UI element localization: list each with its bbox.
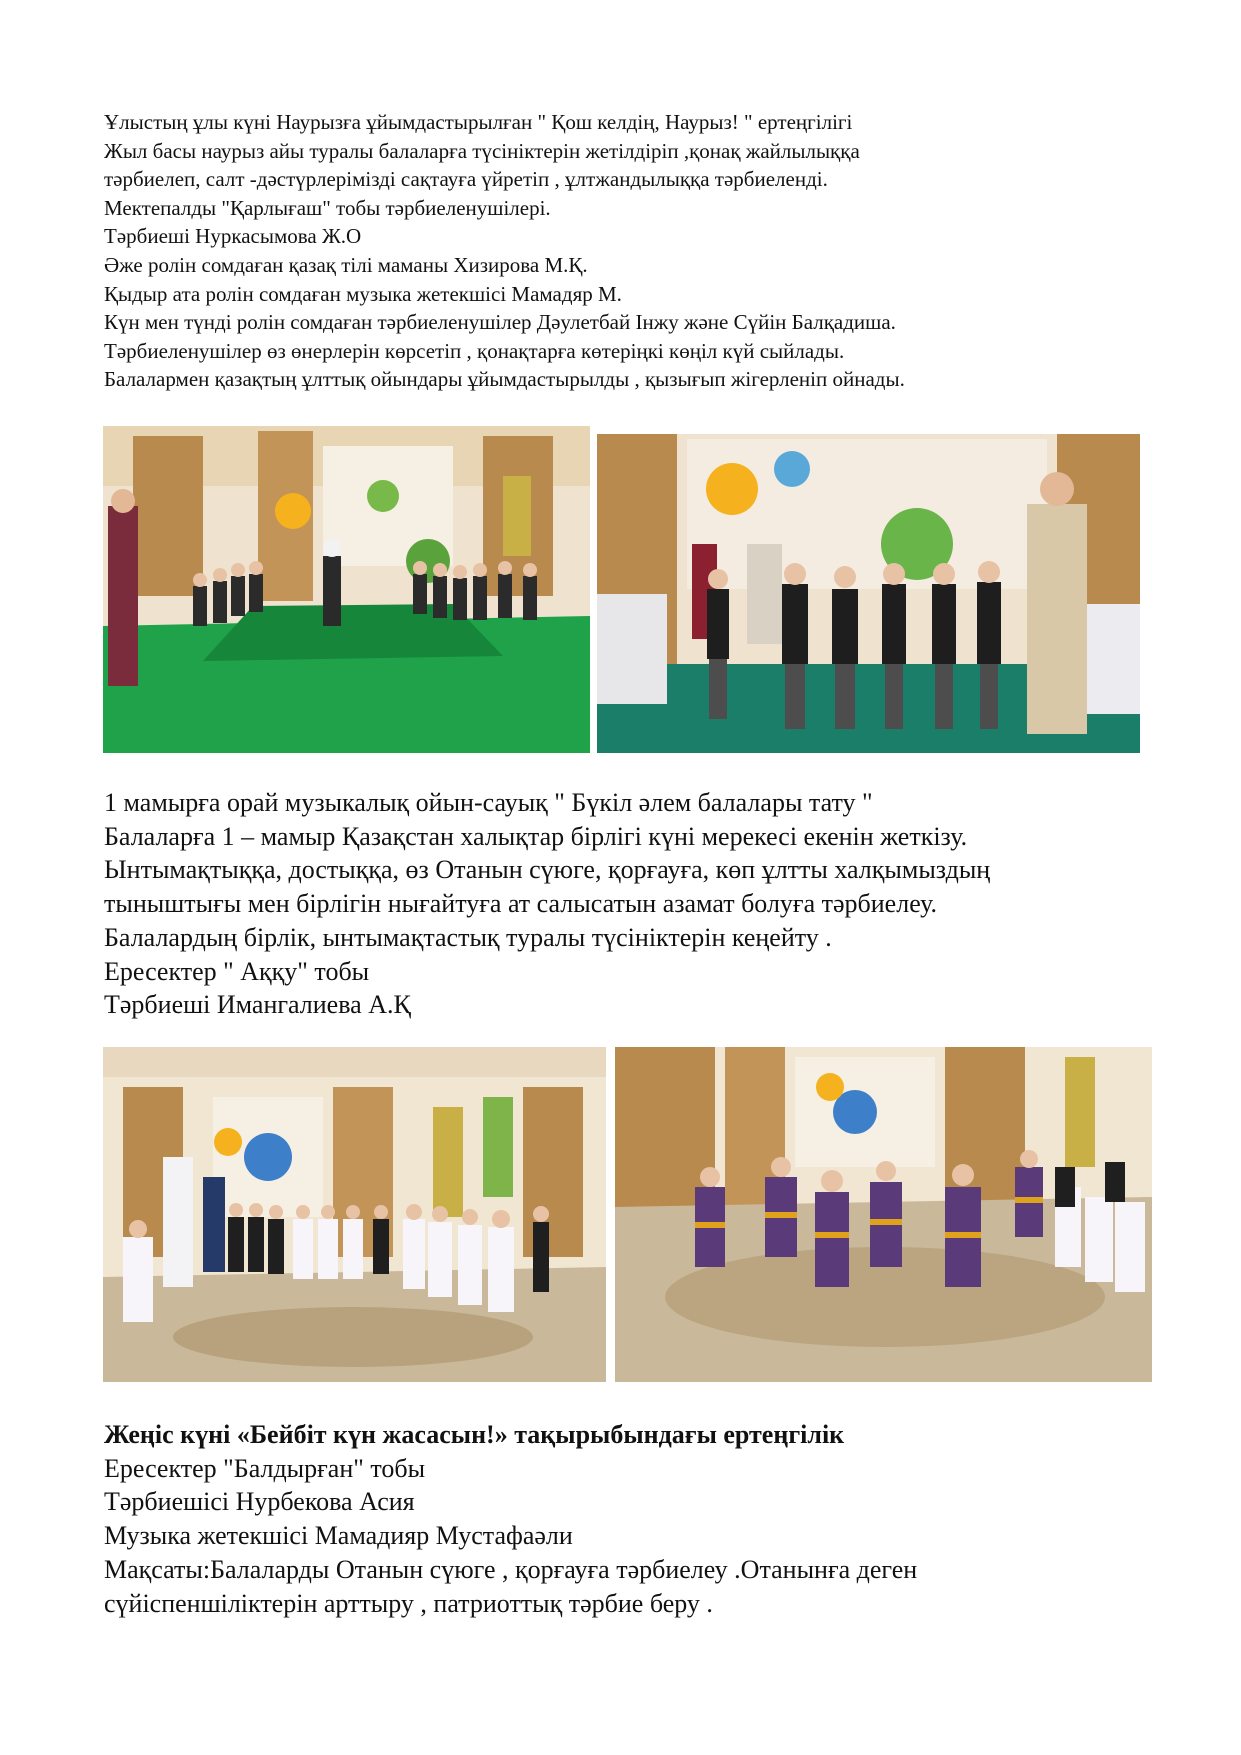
victory-day-text-block [104, 1418, 917, 1620]
text-line: Тәрбиешісі Нурбекова Асия [104, 1487, 415, 1517]
text-line: Тәрбиеші Имангалиева А.Қ [104, 990, 411, 1020]
text-line: Мектепалды "Қарлығаш" тобы тәрбиеленушілері. [104, 195, 551, 220]
section-heading: Жеңіс күні «Бейбіт күн жасасын!» тақырыбындағы ертеңгілік [104, 1420, 845, 1449]
text-line: сүйіспеншіліктерін арттыру , патриоттық тәрбие беру . [104, 1588, 713, 1618]
text-line: Қыдыр ата ролін сомдаған музыка жетекшісі Мамадяр М. [104, 281, 622, 306]
text-line: Әже ролін сомдаған қазақ тілі маманы Хизирова М.Қ. [104, 252, 588, 277]
text-line: тәрбиелеп, салт -дәстүрлерімізді сақтауға үйретіп , ұлтжандылыққа тәрбиеленді. [104, 167, 828, 192]
text-line: Балалармен қазақтың ұлттық ойындары ұйымдастырылды , қызығып жігерленіп ойнады. [104, 367, 905, 392]
text-line: Ұлыстың ұлы күні Наурызға ұйымдастырылған " Қош келдің, Наурыз! " ертеңгілігі [104, 110, 853, 134]
photo-nauryz-hall [103, 426, 590, 753]
may-first-text-block [104, 786, 990, 1022]
text-line: Күн мен түнді ролін сомдаған тәрбиеленушілер Дәулетбай Інжу және Сүйін Балқадиша. [104, 310, 896, 335]
photo-may-first-circle [103, 1047, 606, 1382]
text-line: Мақсаты:Балаларды Отанын сүюге , қорғауға тәрбиелеу .Отанынға деген [104, 1554, 918, 1584]
nauryz-text-block [104, 108, 905, 394]
text-line: Тәрбиеленушілер өз өнерлерін көрсетіп , қонақтарға көтеріңкі көңіл күй сыйлады. [104, 338, 845, 363]
text-line: Ынтымақтыққа, достыққа, өз Отанын сүюге, қорғауға, көп ұлтты халқымыздың [104, 855, 991, 885]
text-line: Тәрбиеші Нуркасымова Ж.О [104, 224, 362, 249]
text-line: Ересектер "Балдырған" тобы [104, 1453, 426, 1483]
text-line: Ересектер " Аққу" тобы [104, 956, 370, 986]
text-line: тыныштығы мен бірлігін нығайтуға ат салысатын азамат болуға тәрбиелеу. [104, 889, 937, 919]
text-line: Жыл басы наурыз айы туралы балаларға түсініктерін жетілдіріп ,қонақ жайлылыққа [104, 138, 860, 163]
photo-nauryz-performers [597, 434, 1140, 753]
text-line: Музыка жетекшісі Мамадияр Мустафаәли [104, 1521, 573, 1551]
text-line: Балалардың бірлік, ынтымақтастық туралы түсініктерін кеңейту . [104, 922, 832, 952]
text-line: Балаларға 1 – мамыр Қазақстан халықтар бірлігі күні мерекесі екенін жеткізу. [104, 821, 968, 851]
photo-may-first-dance [615, 1047, 1152, 1382]
text-line: 1 мамырға орай музыкалық ойын-сауық " Бүкіл әлем балалары тату " [104, 788, 873, 817]
